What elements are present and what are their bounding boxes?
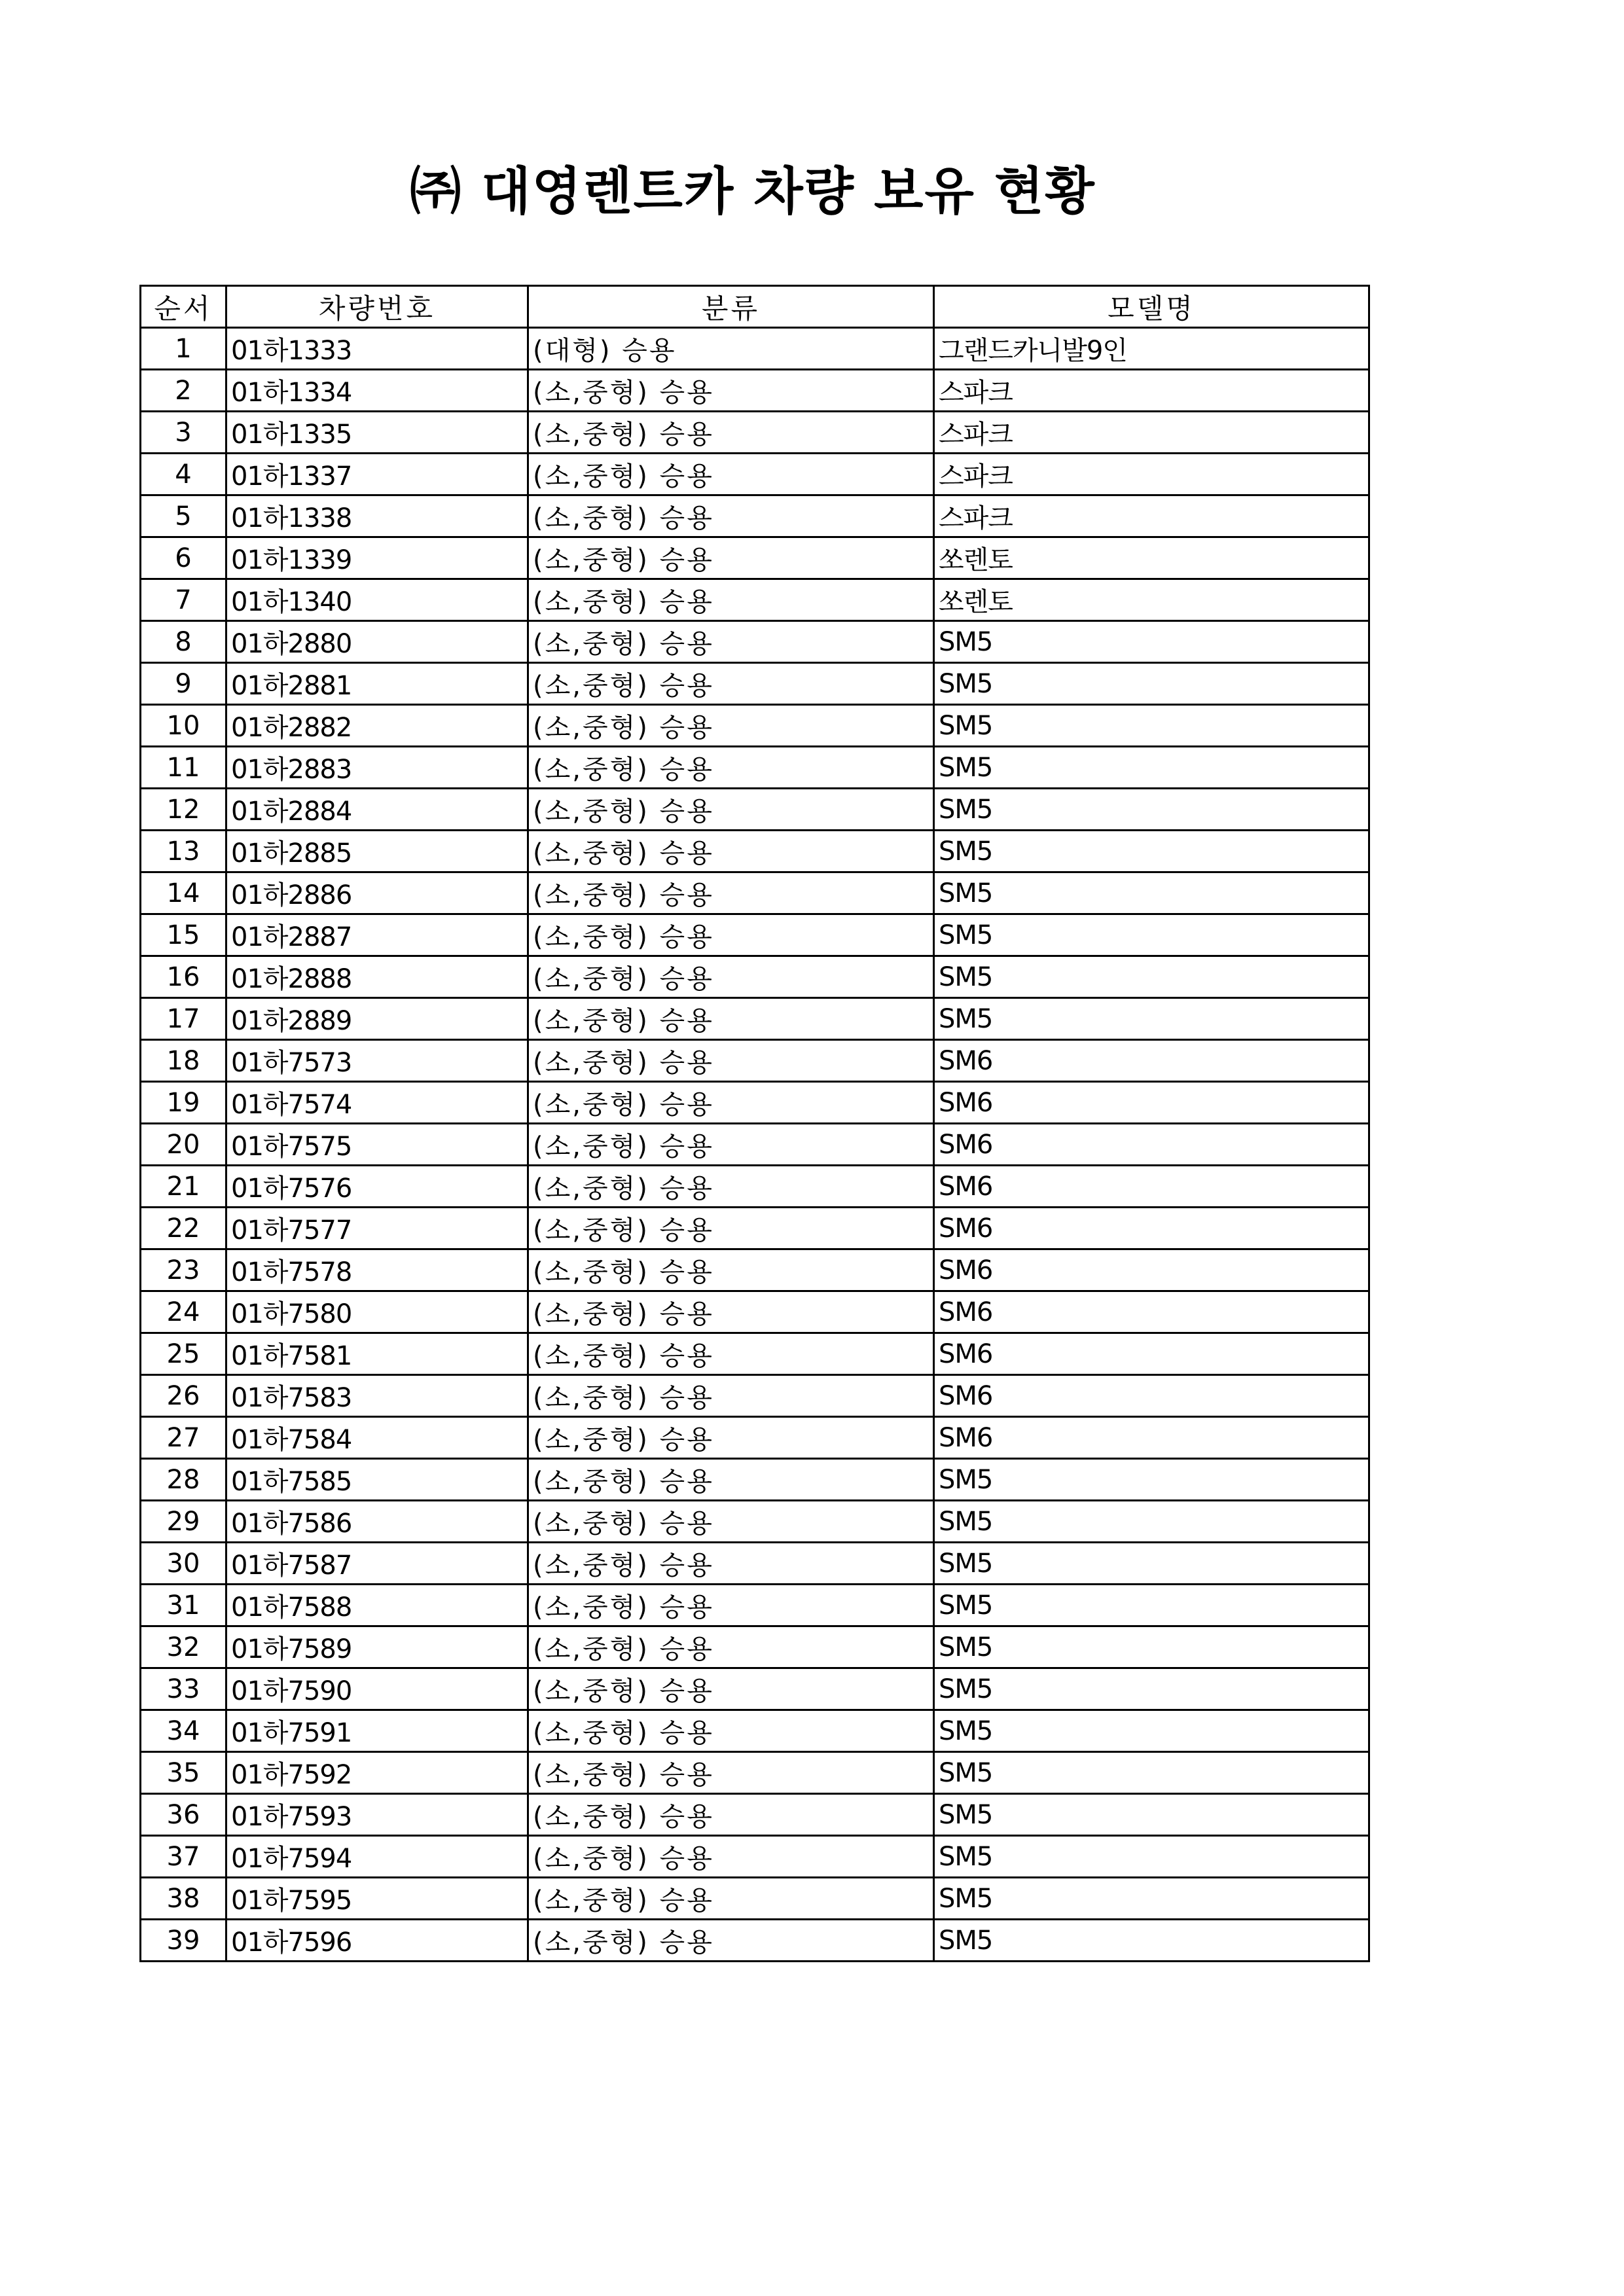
category-cell: (소,중형) 승용 <box>528 705 934 747</box>
sequence-cell: 13 <box>141 831 226 872</box>
plate-number-cell: 01하2885 <box>226 831 528 872</box>
table-row <box>141 831 1369 872</box>
category-cell: (대형) 승용 <box>528 328 934 370</box>
model-name-cell: SM5 <box>934 663 1369 705</box>
table-row <box>141 705 1369 747</box>
sequence-cell: 16 <box>141 956 226 998</box>
table-row <box>141 998 1369 1040</box>
table-row <box>141 1208 1369 1249</box>
vehicle-table <box>139 285 1370 1962</box>
model-name-cell: SM5 <box>934 1501 1369 1543</box>
plate-number-cell: 01하2880 <box>226 621 528 663</box>
table-row <box>141 328 1369 370</box>
plate-number-cell: 01하7574 <box>226 1082 528 1124</box>
table-row <box>141 956 1369 998</box>
plate-number-cell: 01하7581 <box>226 1333 528 1375</box>
table-row <box>141 789 1369 831</box>
model-name-cell: SM5 <box>934 956 1369 998</box>
page-title: ㈜ 대영렌트카 차량 보유 현황 <box>410 162 1096 221</box>
model-name-cell: SM5 <box>934 705 1369 747</box>
category-cell: (소,중형) 승용 <box>528 1626 934 1668</box>
category-cell: (소,중형) 승용 <box>528 1836 934 1878</box>
sequence-cell: 25 <box>141 1333 226 1375</box>
sequence-cell: 26 <box>141 1375 226 1417</box>
category-cell: (소,중형) 승용 <box>528 831 934 872</box>
plate-number-cell: 01하1340 <box>226 579 528 621</box>
table-row <box>141 1082 1369 1124</box>
plate-number-cell: 01하2888 <box>226 956 528 998</box>
category-cell: (소,중형) 승용 <box>528 914 934 956</box>
plate-number-cell: 01하2887 <box>226 914 528 956</box>
header-sequence: 순서 <box>141 286 226 328</box>
model-name-cell: SM6 <box>934 1082 1369 1124</box>
sequence-cell: 28 <box>141 1459 226 1501</box>
plate-number-cell: 01하7588 <box>226 1585 528 1626</box>
model-name-cell: 쏘렌토 <box>934 537 1369 579</box>
plate-number-cell: 01하1338 <box>226 495 528 537</box>
table-row <box>141 1626 1369 1668</box>
model-name-cell: 스파크 <box>934 370 1369 412</box>
table-row <box>141 872 1369 914</box>
table-row <box>141 1668 1369 1710</box>
plate-number-cell: 01하7586 <box>226 1501 528 1543</box>
sequence-cell: 37 <box>141 1836 226 1878</box>
category-cell: (소,중형) 승용 <box>528 537 934 579</box>
category-cell: (소,중형) 승용 <box>528 1920 934 1962</box>
plate-number-cell: 01하7585 <box>226 1459 528 1501</box>
category-cell: (소,중형) 승용 <box>528 872 934 914</box>
sequence-cell: 23 <box>141 1249 226 1291</box>
model-name-cell: SM5 <box>934 1585 1369 1626</box>
plate-number-cell: 01하1337 <box>226 454 528 495</box>
model-name-cell: SM5 <box>934 1752 1369 1794</box>
model-name-cell: SM6 <box>934 1208 1369 1249</box>
model-name-cell: 그랜드카니발9인 <box>934 328 1369 370</box>
category-cell: (소,중형) 승용 <box>528 1543 934 1585</box>
plate-number-cell: 01하7592 <box>226 1752 528 1794</box>
plate-number-cell: 01하7578 <box>226 1249 528 1291</box>
plate-number-cell: 01하7589 <box>226 1626 528 1668</box>
sequence-cell: 3 <box>141 412 226 454</box>
plate-number-cell: 01하7576 <box>226 1166 528 1208</box>
category-cell: (소,중형) 승용 <box>528 1710 934 1752</box>
category-cell: (소,중형) 승용 <box>528 1878 934 1920</box>
plate-number-cell: 01하2884 <box>226 789 528 831</box>
sequence-cell: 14 <box>141 872 226 914</box>
sequence-cell: 18 <box>141 1040 226 1082</box>
category-cell: (소,중형) 승용 <box>528 1082 934 1124</box>
table-row <box>141 1375 1369 1417</box>
category-cell: (소,중형) 승용 <box>528 1375 934 1417</box>
model-name-cell: SM6 <box>934 1417 1369 1459</box>
sequence-cell: 33 <box>141 1668 226 1710</box>
plate-number-cell: 01하7591 <box>226 1710 528 1752</box>
model-name-cell: SM5 <box>934 914 1369 956</box>
sequence-cell: 1 <box>141 328 226 370</box>
table-row <box>141 1166 1369 1208</box>
table-header-row <box>141 286 1369 328</box>
table-body <box>141 328 1369 1962</box>
table-row <box>141 663 1369 705</box>
category-cell: (소,중형) 승용 <box>528 956 934 998</box>
table-row <box>141 495 1369 537</box>
sequence-cell: 15 <box>141 914 226 956</box>
table-row <box>141 1836 1369 1878</box>
sequence-cell: 38 <box>141 1878 226 1920</box>
table-row <box>141 1752 1369 1794</box>
plate-number-cell: 01하7595 <box>226 1878 528 1920</box>
plate-number-cell: 01하7593 <box>226 1794 528 1836</box>
header-plate-number: 차량번호 <box>226 286 528 328</box>
plate-number-cell: 01하7577 <box>226 1208 528 1249</box>
table-row <box>141 914 1369 956</box>
table-row <box>141 1585 1369 1626</box>
model-name-cell: 스파크 <box>934 412 1369 454</box>
model-name-cell: 스파크 <box>934 454 1369 495</box>
category-cell: (소,중형) 승용 <box>528 789 934 831</box>
model-name-cell: SM5 <box>934 1626 1369 1668</box>
category-cell: (소,중형) 승용 <box>528 1249 934 1291</box>
model-name-cell: SM6 <box>934 1166 1369 1208</box>
model-name-cell: SM6 <box>934 1249 1369 1291</box>
model-name-cell: SM5 <box>934 747 1369 789</box>
sequence-cell: 34 <box>141 1710 226 1752</box>
model-name-cell: SM6 <box>934 1040 1369 1082</box>
sequence-cell: 9 <box>141 663 226 705</box>
table-row <box>141 1040 1369 1082</box>
model-name-cell: SM5 <box>934 831 1369 872</box>
plate-number-cell: 01하7580 <box>226 1291 528 1333</box>
category-cell: (소,중형) 승용 <box>528 495 934 537</box>
category-cell: (소,중형) 승용 <box>528 454 934 495</box>
category-cell: (소,중형) 승용 <box>528 370 934 412</box>
table-row <box>141 370 1369 412</box>
table-row <box>141 1920 1369 1962</box>
table-row <box>141 1543 1369 1585</box>
table-row <box>141 1291 1369 1333</box>
plate-number-cell: 01하1335 <box>226 412 528 454</box>
model-name-cell: SM5 <box>934 1836 1369 1878</box>
table-row <box>141 412 1369 454</box>
sequence-cell: 30 <box>141 1543 226 1585</box>
table-row <box>141 747 1369 789</box>
model-name-cell: SM5 <box>934 1710 1369 1752</box>
model-name-cell: SM6 <box>934 1375 1369 1417</box>
table-row <box>141 1249 1369 1291</box>
table-row <box>141 579 1369 621</box>
table-row <box>141 1794 1369 1836</box>
sequence-cell: 31 <box>141 1585 226 1626</box>
model-name-cell: SM6 <box>934 1291 1369 1333</box>
plate-number-cell: 01하7575 <box>226 1124 528 1166</box>
plate-number-cell: 01하7594 <box>226 1836 528 1878</box>
category-cell: (소,중형) 승용 <box>528 1208 934 1249</box>
table-row <box>141 1878 1369 1920</box>
sequence-cell: 4 <box>141 454 226 495</box>
sequence-cell: 5 <box>141 495 226 537</box>
sequence-cell: 35 <box>141 1752 226 1794</box>
table-row <box>141 454 1369 495</box>
plate-number-cell: 01하1333 <box>226 328 528 370</box>
category-cell: (소,중형) 승용 <box>528 663 934 705</box>
category-cell: (소,중형) 승용 <box>528 621 934 663</box>
sequence-cell: 36 <box>141 1794 226 1836</box>
category-cell: (소,중형) 승용 <box>528 1166 934 1208</box>
category-cell: (소,중형) 승용 <box>528 1585 934 1626</box>
plate-number-cell: 01하2882 <box>226 705 528 747</box>
plate-number-cell: 01하7590 <box>226 1668 528 1710</box>
model-name-cell: SM6 <box>934 1124 1369 1166</box>
model-name-cell: SM5 <box>934 998 1369 1040</box>
sequence-cell: 6 <box>141 537 226 579</box>
sequence-cell: 32 <box>141 1626 226 1668</box>
plate-number-cell: 01하7573 <box>226 1040 528 1082</box>
plate-number-cell: 01하2881 <box>226 663 528 705</box>
sequence-cell: 7 <box>141 579 226 621</box>
plate-number-cell: 01하2886 <box>226 872 528 914</box>
model-name-cell: SM5 <box>934 1459 1369 1501</box>
category-cell: (소,중형) 승용 <box>528 1668 934 1710</box>
sequence-cell: 19 <box>141 1082 226 1124</box>
category-cell: (소,중형) 승용 <box>528 1333 934 1375</box>
category-cell: (소,중형) 승용 <box>528 1459 934 1501</box>
sequence-cell: 29 <box>141 1501 226 1543</box>
category-cell: (소,중형) 승용 <box>528 1752 934 1794</box>
table-row <box>141 1124 1369 1166</box>
table-row <box>141 1710 1369 1752</box>
category-cell: (소,중형) 승용 <box>528 1124 934 1166</box>
plate-number-cell: 01하7587 <box>226 1543 528 1585</box>
plate-number-cell: 01하2889 <box>226 998 528 1040</box>
sequence-cell: 10 <box>141 705 226 747</box>
sequence-cell: 2 <box>141 370 226 412</box>
model-name-cell: SM5 <box>934 1668 1369 1710</box>
model-name-cell: 쏘렌토 <box>934 579 1369 621</box>
model-name-cell: SM5 <box>934 1794 1369 1836</box>
table-row <box>141 1501 1369 1543</box>
table-row <box>141 621 1369 663</box>
sequence-cell: 11 <box>141 747 226 789</box>
model-name-cell: SM5 <box>934 789 1369 831</box>
plate-number-cell: 01하7583 <box>226 1375 528 1417</box>
model-name-cell: SM5 <box>934 872 1369 914</box>
category-cell: (소,중형) 승용 <box>528 412 934 454</box>
sequence-cell: 20 <box>141 1124 226 1166</box>
category-cell: (소,중형) 승용 <box>528 1794 934 1836</box>
plate-number-cell: 01하2883 <box>226 747 528 789</box>
table-row <box>141 537 1369 579</box>
category-cell: (소,중형) 승용 <box>528 579 934 621</box>
category-cell: (소,중형) 승용 <box>528 1291 934 1333</box>
category-cell: (소,중형) 승용 <box>528 1501 934 1543</box>
model-name-cell: SM6 <box>934 1333 1369 1375</box>
sequence-cell: 8 <box>141 621 226 663</box>
sequence-cell: 39 <box>141 1920 226 1962</box>
category-cell: (소,중형) 승용 <box>528 747 934 789</box>
sequence-cell: 12 <box>141 789 226 831</box>
sequence-cell: 24 <box>141 1291 226 1333</box>
sequence-cell: 22 <box>141 1208 226 1249</box>
category-cell: (소,중형) 승용 <box>528 998 934 1040</box>
sequence-cell: 27 <box>141 1417 226 1459</box>
plate-number-cell: 01하7584 <box>226 1417 528 1459</box>
category-cell: (소,중형) 승용 <box>528 1040 934 1082</box>
plate-number-cell: 01하1334 <box>226 370 528 412</box>
model-name-cell: SM5 <box>934 1543 1369 1585</box>
table-row <box>141 1417 1369 1459</box>
model-name-cell: 스파크 <box>934 495 1369 537</box>
header-model-name: 모델명 <box>934 286 1369 328</box>
model-name-cell: SM5 <box>934 1920 1369 1962</box>
table-row <box>141 1333 1369 1375</box>
model-name-cell: SM5 <box>934 621 1369 663</box>
table-row <box>141 1459 1369 1501</box>
header-category: 분류 <box>528 286 934 328</box>
plate-number-cell: 01하1339 <box>226 537 528 579</box>
category-cell: (소,중형) 승용 <box>528 1417 934 1459</box>
model-name-cell: SM5 <box>934 1878 1369 1920</box>
plate-number-cell: 01하7596 <box>226 1920 528 1962</box>
sequence-cell: 21 <box>141 1166 226 1208</box>
sequence-cell: 17 <box>141 998 226 1040</box>
